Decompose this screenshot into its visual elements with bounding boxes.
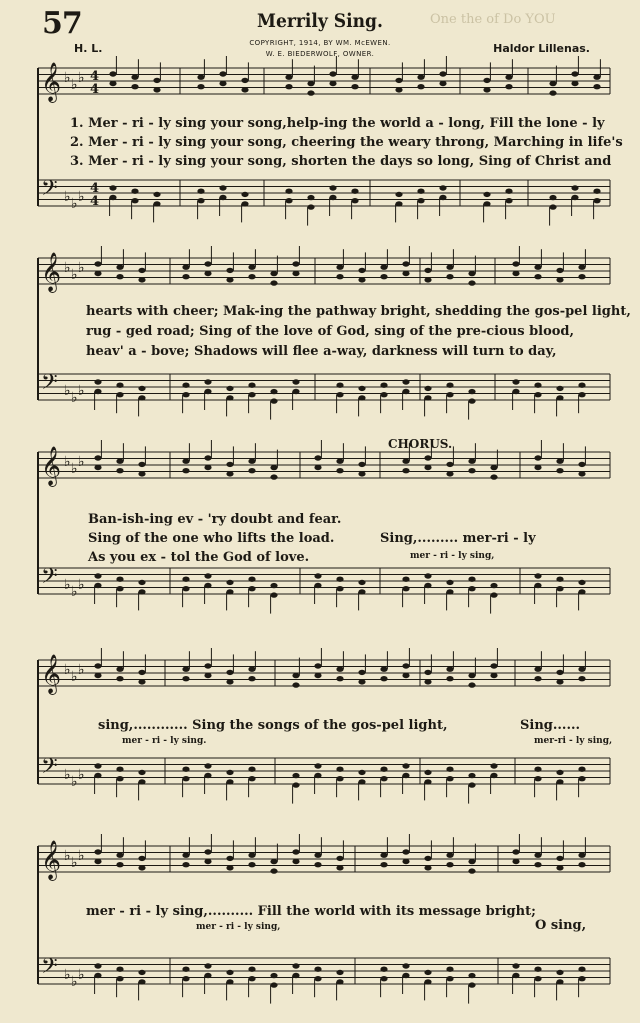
svg-text:♭: ♭ (78, 967, 85, 983)
svg-text:𝄞: 𝄞 (41, 654, 62, 694)
svg-text:♭: ♭ (64, 848, 71, 864)
svg-text:♭: ♭ (71, 461, 78, 477)
svg-text:♭: ♭ (78, 70, 85, 86)
svg-text:♭: ♭ (71, 774, 78, 790)
hymn-title: Merrily Sing. (257, 10, 383, 32)
hymn-number: 57 (42, 6, 82, 41)
chorus-label: CHORUS. (388, 437, 453, 451)
svg-text:4: 4 (90, 82, 100, 97)
svg-text:♭: ♭ (78, 767, 85, 783)
svg-text:♭: ♭ (71, 669, 78, 685)
svg-text:♭: ♭ (64, 662, 71, 678)
bass-echo-lyric: O sing, (535, 918, 587, 933)
svg-text:♭: ♭ (71, 390, 78, 406)
bass-echo-lyric: mer - ri - ly sing, (196, 922, 281, 932)
svg-text:𝄞: 𝄞 (41, 252, 62, 292)
bass-echo-lyric: mer - ri - ly sing. (122, 736, 207, 746)
bass-echo-lyric: mer - ri - ly sing, (410, 551, 495, 561)
svg-text:♭: ♭ (78, 454, 85, 470)
svg-text:♭: ♭ (71, 267, 78, 283)
svg-text:♭: ♭ (64, 767, 71, 783)
svg-text:♭: ♭ (78, 383, 85, 399)
svg-text:♭: ♭ (64, 577, 71, 593)
svg-text:𝄞: 𝄞 (41, 446, 62, 486)
chorus-lyric-sing: Sing...... (520, 718, 581, 733)
svg-text:♭: ♭ (64, 189, 71, 205)
svg-text:♭: ♭ (71, 196, 78, 212)
svg-text:♭: ♭ (64, 454, 71, 470)
svg-text:♭: ♭ (78, 189, 85, 205)
svg-text:♭: ♭ (78, 848, 85, 864)
lyric-verse-2: 2. Mer - ri - ly sing your song, cheering the weary throng, Marching in life's (70, 135, 623, 150)
svg-text:♭: ♭ (78, 577, 85, 593)
svg-text:𝄢: 𝄢 (41, 754, 58, 784)
svg-text:𝄞: 𝄞 (41, 840, 62, 880)
lyric-verse-3: 3. Mer - ri - ly sing your song, shorten the days so long, Sing of Christ and (70, 154, 612, 169)
chorus-lyric: mer - ri - ly sing,.......... Fill the world with its message bright; (86, 904, 536, 919)
lyric-verse-2: rug - ged road; Sing of the love of God, sing of the pre-cious blood, (86, 324, 575, 339)
svg-text:♭: ♭ (71, 77, 78, 93)
svg-text:♭: ♭ (64, 260, 71, 276)
svg-text:𝄢: 𝄢 (41, 370, 58, 400)
bass-echo-lyric: mer-ri - ly sing, (534, 736, 613, 746)
lyric-verse-1: 1. Mer - ri - ly sing your song,help-ing the world a - long, Fill the lone - ly (70, 116, 605, 131)
copyright-line: COPYRIGHT, 1914, BY WM. McEWEN. (249, 39, 391, 47)
svg-text:♭: ♭ (71, 584, 78, 600)
lyric-verse-1: hearts with cheer; Mak-ing the pathway bright, shedding the gos-pel light, (86, 304, 631, 319)
svg-text:𝄞: 𝄞 (41, 62, 62, 102)
svg-text:𝄢: 𝄢 (41, 954, 58, 984)
svg-text:♭: ♭ (64, 967, 71, 983)
svg-text:♭: ♭ (71, 974, 78, 990)
svg-text:♭: ♭ (78, 260, 85, 276)
lyric-verse-3: heav' a - bove; Shadows will flee a-way, darkness will turn to day, (86, 344, 557, 359)
bleed-through-text: One the of Do YOU (430, 12, 556, 27)
lyric-verse-3: As you ex - tol the God of love. (88, 550, 310, 565)
svg-text:♭: ♭ (78, 662, 85, 678)
svg-text:4: 4 (90, 194, 100, 209)
lyric-verse-2: Sing of the one who lifts the load. (88, 531, 335, 546)
svg-text:4: 4 (90, 69, 100, 84)
svg-text:♭: ♭ (64, 383, 71, 399)
svg-text:♭: ♭ (64, 70, 71, 86)
chorus-lyric: sing,............ Sing the songs of the gos-pel light, (98, 718, 448, 733)
lyricist-credit: H. L. (74, 42, 103, 55)
chorus-lyric: Sing,......... mer-ri - ly (380, 531, 536, 546)
svg-text:𝄢: 𝄢 (41, 564, 58, 594)
svg-text:𝄢: 𝄢 (41, 176, 58, 206)
svg-text:♭: ♭ (71, 855, 78, 871)
svg-text:4: 4 (90, 181, 100, 196)
owner-line: W. E. BIEDERWOLF, OWNER. (265, 50, 375, 58)
composer-credit: Haldor Lillenas. (493, 42, 590, 55)
lyric-verse-1: Ban-ish-ing ev - 'ry doubt and fear. (88, 512, 342, 527)
